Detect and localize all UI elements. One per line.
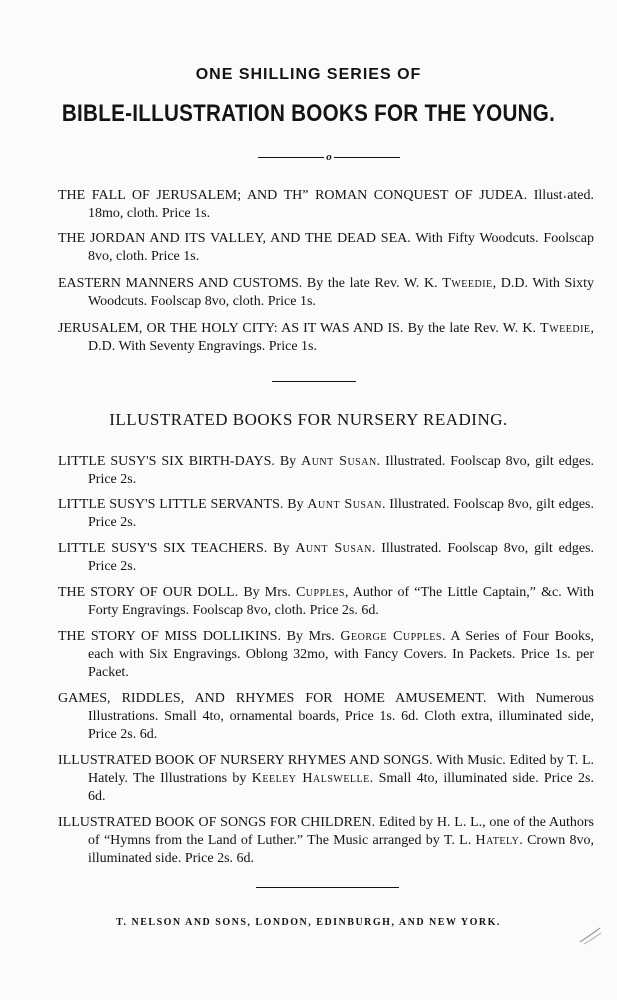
entry-details: By Mrs. (243, 585, 291, 600)
book-entry-susy-teachers (58, 540, 594, 576)
entry-details: By (279, 454, 297, 469)
entry-title: THE STORY OF MISS DOLLIKINS. (58, 629, 281, 644)
entry-details: By the late Rev. W. K. (306, 276, 438, 291)
entry-title: ILLUSTRATED BOOK OF NURSERY RHYMES AND SONGS. (58, 753, 433, 768)
entry-title: THE STORY OF OUR DOLL. (58, 585, 239, 600)
publisher-imprint: T. NELSON AND SONS, LONDON, EDINBURGH, AND NEW YORK. (116, 917, 501, 928)
book-entry-eastern-manners (58, 275, 594, 311)
ornament-line-left (258, 157, 324, 158)
entry-title: EASTERN MANNERS AND CUSTOMS. (58, 276, 303, 291)
entry-author: Tweedie (540, 321, 591, 336)
entry-title: JERUSALEM, OR THE HOLY CITY: AS IT WAS AND IS. (58, 321, 404, 336)
book-entry-fall-of-jerusalem (58, 187, 594, 223)
entry-title: LITTLE SUSY'S SIX TEACHERS. (58, 541, 268, 556)
entry-details-after: . Illustrated. Foolscap 8vo, gilt edges. Price 2s. (88, 497, 594, 531)
entry-author: Aunt Susan (301, 454, 377, 469)
footer-divider (256, 887, 399, 888)
entry-author: Aunt Susan (307, 497, 382, 512)
main-title: BIBLE-ILLUSTRATION BOOKS FOR THE YOUNG. (61, 100, 556, 127)
entry-details-after: . Illustrated. Foolscap 8vo, gilt edges. Price 2s. (88, 541, 595, 575)
book-entry-miss-dollikins (58, 628, 594, 683)
entry-details-after: . A Series of Four Books, each with Six Engravings. Oblong 32mo, with Fancy Covers. In Packets. Price 1s. per Packet. (88, 629, 595, 681)
entry-details: With Numerous Illustrations. Small 4to, ornamental boards, Price 1s. 6d. Cloth extra, illuminated side, Price 2s. 6d. (88, 691, 594, 743)
ornament-divider (258, 150, 400, 164)
entry-details: By Mrs. (286, 629, 335, 644)
book-entry-jordan (58, 230, 594, 266)
book-entry-nursery-rhymes-songs (58, 752, 594, 807)
entry-details-after: . Crown 8vo, illuminated side. Price 2s. 6d. (88, 833, 595, 867)
entry-details-after: , D.D. With Seventy Engravings. Price 1s. (88, 321, 595, 355)
book-entry-susy-servants (58, 496, 594, 532)
pencil-mark-icon (578, 924, 604, 946)
entry-details: Illust˔ated. 18mo, cloth. Price 1s. (88, 188, 595, 222)
entry-details-after: . Illustrated. Foolscap 8vo, gilt edges. Price 2s. (88, 454, 595, 488)
entry-author: Aunt Susan (295, 541, 372, 556)
entry-title: LITTLE SUSY'S SIX BIRTH-DAYS. (58, 454, 275, 469)
entry-title: THE FALL OF JERUSALEM; AND TH” ROMAN CONQUEST OF JUDEA. (58, 188, 528, 203)
entry-author: Tweedie (442, 276, 493, 291)
section-divider (272, 381, 356, 382)
entry-author: Hately (475, 833, 520, 849)
section-heading: ILLUSTRATED BOOKS FOR NURSERY READING. (109, 410, 508, 429)
entry-details-after: , D.D. With Sixty Woodcuts. Foolscap 8vo, cloth. Price 1s. (88, 276, 595, 310)
ornament-line-right (334, 157, 400, 158)
entry-title: GAMES, RIDDLES, AND RHYMES FOR HOME AMUSEMENT. (58, 691, 487, 706)
entry-details: With Music. Edited by T. L. Hately. The Illustrations by (88, 753, 595, 787)
book-entry-story-of-our-doll (58, 584, 594, 620)
entry-details: With Fifty Woodcuts. Foolscap 8vo, cloth. Price 1s. (88, 231, 594, 265)
entry-author: George Cupples (340, 629, 442, 644)
book-entry-susy-birthdays (58, 453, 594, 489)
entry-title: THE JORDAN AND ITS VALLEY, AND THE DEAD SEA. (58, 231, 411, 246)
book-entry-songs-for-children (58, 814, 594, 869)
entry-details-after: , Author of “The Little Captain,” &c. With Forty Engravings. Foolscap 8vo, cloth. Price 2s. 6d. (88, 585, 594, 619)
book-entry-jerusalem-holy-city (58, 320, 594, 356)
series-title: ONE SHILLING SERIES OF (195, 66, 422, 83)
entry-details: By (287, 497, 304, 512)
entry-details: By (273, 541, 290, 556)
entry-title: ILLUSTRATED BOOK OF SONGS FOR CHILDREN. (58, 815, 376, 830)
ornament-center: o (326, 151, 332, 163)
entry-details: By the late Rev. W. K. (407, 321, 536, 336)
book-entry-games-riddles-rhymes (58, 690, 594, 745)
entry-author: Cupples (295, 585, 345, 600)
entry-details-after: . Small 4to, illuminated side. Price 2s. 6d. (88, 771, 594, 805)
entry-details: Edited by H. L. L., one of the Authors of “Hymns from the Land of Luther.” The Music arranged by T. L. (88, 815, 594, 849)
entry-author: Keeley Halswelle (251, 771, 370, 787)
entry-title: LITTLE SUSY'S LITTLE SERVANTS. (58, 497, 284, 512)
